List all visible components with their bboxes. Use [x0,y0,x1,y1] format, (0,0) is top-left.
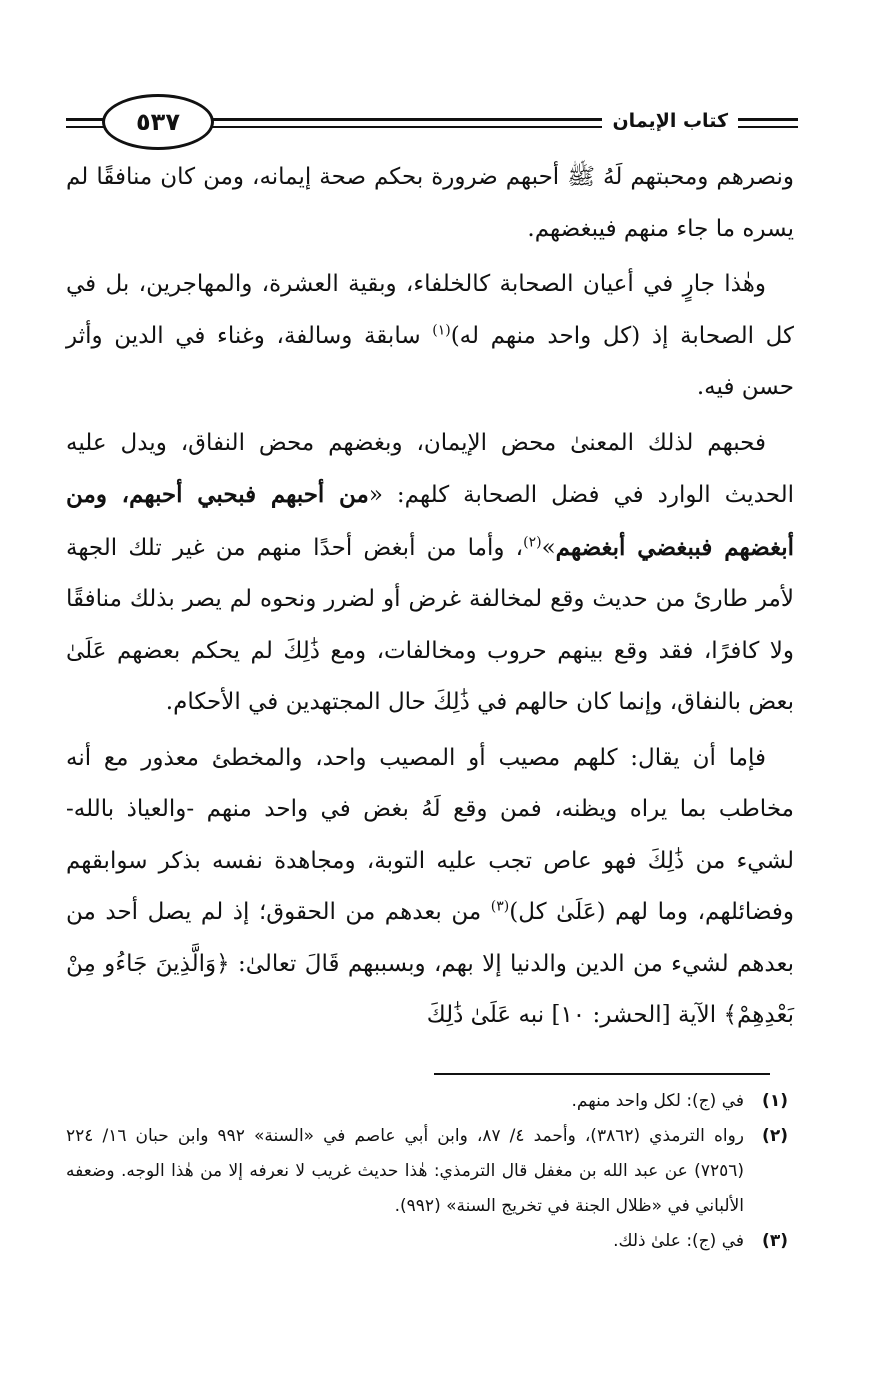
footnotes [66,1084,788,1259]
paragraph-2-text-b: سابقة وسالفة، وغناء في الدين وأثر حسن فيه. [66,322,794,400]
paragraph-3-text-b: ، وأما من أبغض أحدًا منهم من غير تلك الجهة لأمر طارئ من حديث وقع لمخالفة غرض أو لضرر ونحوه لم يصر بذلك منافقًا ولا كافرًا، فقد وقع بينهم حروب ومخالفات، ومع ذَٰلِكَ لم يحكم بعضهم عَلَىٰ بعض بالنفاق، وإنما كان حالهم في ذَٰلِكَ حال المجتهدين في الأحكام. [66,534,794,715]
paragraph-1 [66,152,794,255]
main-text [66,152,794,1046]
footnote-3-number: (٣) [762,1231,788,1251]
footnote-1-number: (١) [762,1091,788,1111]
header-rule-left-top [66,118,106,121]
page-number: ٥٣٧ [136,108,180,136]
paragraph-1-text: ونصرهم ومحبتهم لَهُ ﷺ أحبهم ضرورة بحكم صحة إيمانه، ومن كان منافقًا لم يسره ما جاء منهم فيبغضهم. [66,164,794,242]
paragraph-4-text-b: من بعدهم من الحقوق؛ إذ لم يصل أحد من بعدهم لشيء من الدين والدنيا إلا بهم، وبسببهم قَالَ تعالىٰ: ﴿وَالَّذِينَ جَاءُو مِنْ بَعْدِهِمْ﴾ الآية [الحشر: ١٠] نبه عَلَىٰ ذَٰلِكَ [66,899,794,1028]
footnote-2 [66,1119,788,1224]
paragraph-2-text-a: وهٰذا جارٍ في أعيان الصحابة كالخلفاء، وبقية العشرة، والمهاجرين، بل في كل الصحابة إذ (كل واحد منهم له) [66,271,795,349]
footnote-2-text: رواه الترمذي (٣٨٦٢)، وأحمد ٤/ ٨٧، وابن أبي عاصم في «السنة» ٩٩٢ وابن حبان ١٦/ ٢٢٤ (٧٢٥٦) عن عبد الله بن مغفل قال الترمذي: هٰذا حديث غريب لا نعرفه إلا من هٰذا الوجه. وضعفه الألباني في «ظلال الجنة في تخريج السنة» (٩٩٢). [66,1126,744,1216]
header-rule-left-bottom [66,126,106,128]
footnote-2-number: (٢) [762,1126,788,1146]
paragraph-3 [66,418,794,729]
footnote-3 [66,1224,788,1259]
footnote-ref-2[interactable]: (٢) [523,533,542,550]
footnote-1-text: في (ج): لكل واحد منهم. [571,1091,744,1111]
paragraph-2 [66,259,794,414]
footnote-separator [434,1073,770,1075]
paragraph-3-text-a: فحبهم لذلك المعنىٰ محض الإيمان، وبغضهم محض النفاق، ويدل عليه الحديث الوارد في فضل الصحابة كلهم: « [66,429,794,508]
footnote-1 [66,1084,788,1119]
paragraph-4 [66,733,794,1042]
hadith-quote: من أحبهم فبحبي أحبهم، ومن أبغضهم فببغضي أبغضهم [66,481,794,561]
footnote-3-text: في (ج): علىٰ ذلك. [613,1231,744,1251]
paragraph-3-quote-close: » [541,534,556,561]
page-number-badge [102,94,214,150]
footnote-ref-3[interactable]: (٣) [490,898,510,915]
footnote-ref-1[interactable]: (١) [432,321,451,338]
running-title: كتاب الإيمان [602,110,738,132]
paragraph-4-text-a: فإما أن يقال: كلهم مصيب أو المصيب واحد، والمخطئ معذور مع أنه مخاطب بما يراه ويظنه، فمن وقع لَهُ بغض في واحد منهم -والعياذ بالله- لشيء من ذَٰلِكَ فهو عاص تجب عليه التوبة، ومجاهدة نفسه بذكر سوابقهم وفضائلهم، وما لهم (عَلَىٰ كل) [66,744,794,925]
